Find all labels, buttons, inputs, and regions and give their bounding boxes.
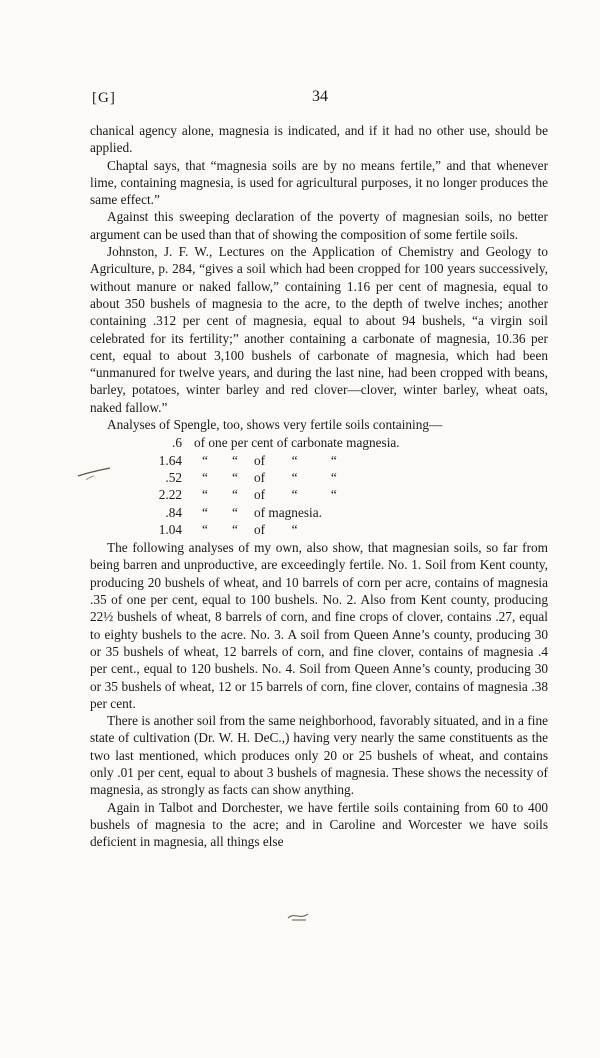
table-value: 2.22 <box>158 487 182 503</box>
table-text: of “ “ <box>254 452 337 468</box>
paragraph: There is another soil from the same neighborhood, favorably situated, and in a fine state of cultivation (Dr. W. H. DeC.,) having very nearly the same constituents as the two last mentioned, which produces only 20 or 25 bushels of wheat, and contains only .01 per cent, equal to about 3 bushels of magnesia. These shows the necessity of magnesia, as strongly as facts can show anything. <box>90 713 548 798</box>
table-text: of one per cent of carbonate magnesia. <box>194 435 400 451</box>
paragraph: Against this sweeping declaration of the poverty of magnesian soils, no better argument can be used than that of showing the composition of some fertile soils. <box>90 209 548 242</box>
paragraph: Johnston, J. F. W., Lectures on the Application of Chemistry and Geology to Agriculture, p. 284, “gives a soil which had been cropped for 100 years successively, without manure or naked fallow,” containing 1.16 per cent of magnesia, equal to about 350 bushels of magnesia to the acre, to the depth of twelve inches; another containing .312 per cent of magnesia, equal to about 94 bushels, “a virgin soil celebrated for its fertility;” another containing a carbonate of magnesia, 10.36 per cent, equal to about 3,100 bushels of carbonate of magnesia, which had been “unmanured for twelve years, and during the last nine, had been cropped with beans, barley, potatoes, winter barley and red clover—clover, winter barley, wheat oats, naked fallow.” <box>90 244 548 415</box>
ditto-mark: “ <box>202 487 208 503</box>
table-value: .52 <box>165 469 182 485</box>
ditto-mark: “ <box>232 504 238 520</box>
page-number: 34 <box>312 88 328 105</box>
paragraph: The following analyses of my own, also show, that magnesian soils, so far from being barren and unproductive, are exceedingly fertile. No. 1. Soil from Kent county, producing 20 bushels of wheat, and 10 barrels of corn per acre, contains of magnesia .35 of one per cent, equal to 100 bushels. No. 2. Also from Kent county, producing 22½ bushels of wheat, 8 barrels of corn, and fine crops of clover, contains .27, equal to eighty bushels to the acre. No. 3. A soil from Queen Anne’s county, producing 30 or 35 bushels of wheat, 12 barrels of corn, and fine clover, contains of magnesia .4 per cent., equal to 120 bushels. No. 4. Soil from Queen Anne’s county, producing 30 or 35 bushels of wheat, 12 or 15 barrels of corn, fine clover, contains of magnesia .38 per cent. <box>90 540 548 711</box>
table-row <box>90 521 548 538</box>
table-row <box>90 452 548 469</box>
table-row <box>90 434 548 451</box>
ditto-mark: “ <box>232 469 238 485</box>
table-value: 1.64 <box>158 452 182 468</box>
table-row <box>90 504 548 521</box>
paragraph: Again in Talbot and Dorchester, we have fertile soils containing from 60 to 400 bushels of magnesia to the acre; and in Caroline and Worcester we have soils deficient in magnesia, all things else <box>90 799 548 850</box>
page-body <box>90 122 548 850</box>
table-value: .6 <box>172 435 182 451</box>
spengle-analyses-table <box>90 434 548 538</box>
paragraph: Chaptal says, that “magnesia soils are by no means fertile,” and that whenever lime, containing magnesia, is used for agricultural purposes, it no longer produces the same effect.” <box>90 157 548 208</box>
ditto-mark: “ <box>232 521 238 537</box>
table-row <box>90 469 548 486</box>
ditto-mark: “ <box>232 452 238 468</box>
ditto-mark: “ <box>202 504 208 520</box>
table-text: of “ <box>254 521 298 537</box>
paragraph: Analyses of Spengle, too, shows very fertile soils containing— <box>107 417 443 433</box>
table-row <box>90 486 548 503</box>
ditto-mark: “ <box>202 452 208 468</box>
signature-mark: [G] <box>92 90 116 106</box>
ditto-mark: “ <box>202 469 208 485</box>
table-value: .84 <box>165 504 182 520</box>
table-text: of magnesia. <box>254 504 322 520</box>
pencil-mark-icon <box>76 462 136 486</box>
table-text: of “ “ <box>254 469 337 485</box>
table-value: 1.04 <box>158 521 182 537</box>
ditto-mark: “ <box>232 487 238 503</box>
paragraph: chanical agency alone, magnesia is indicated, and if it had no other use, should be applied. <box>90 123 548 156</box>
ditto-mark: “ <box>202 521 208 537</box>
table-text: of “ “ <box>254 487 337 503</box>
ink-mark-icon <box>286 908 314 924</box>
